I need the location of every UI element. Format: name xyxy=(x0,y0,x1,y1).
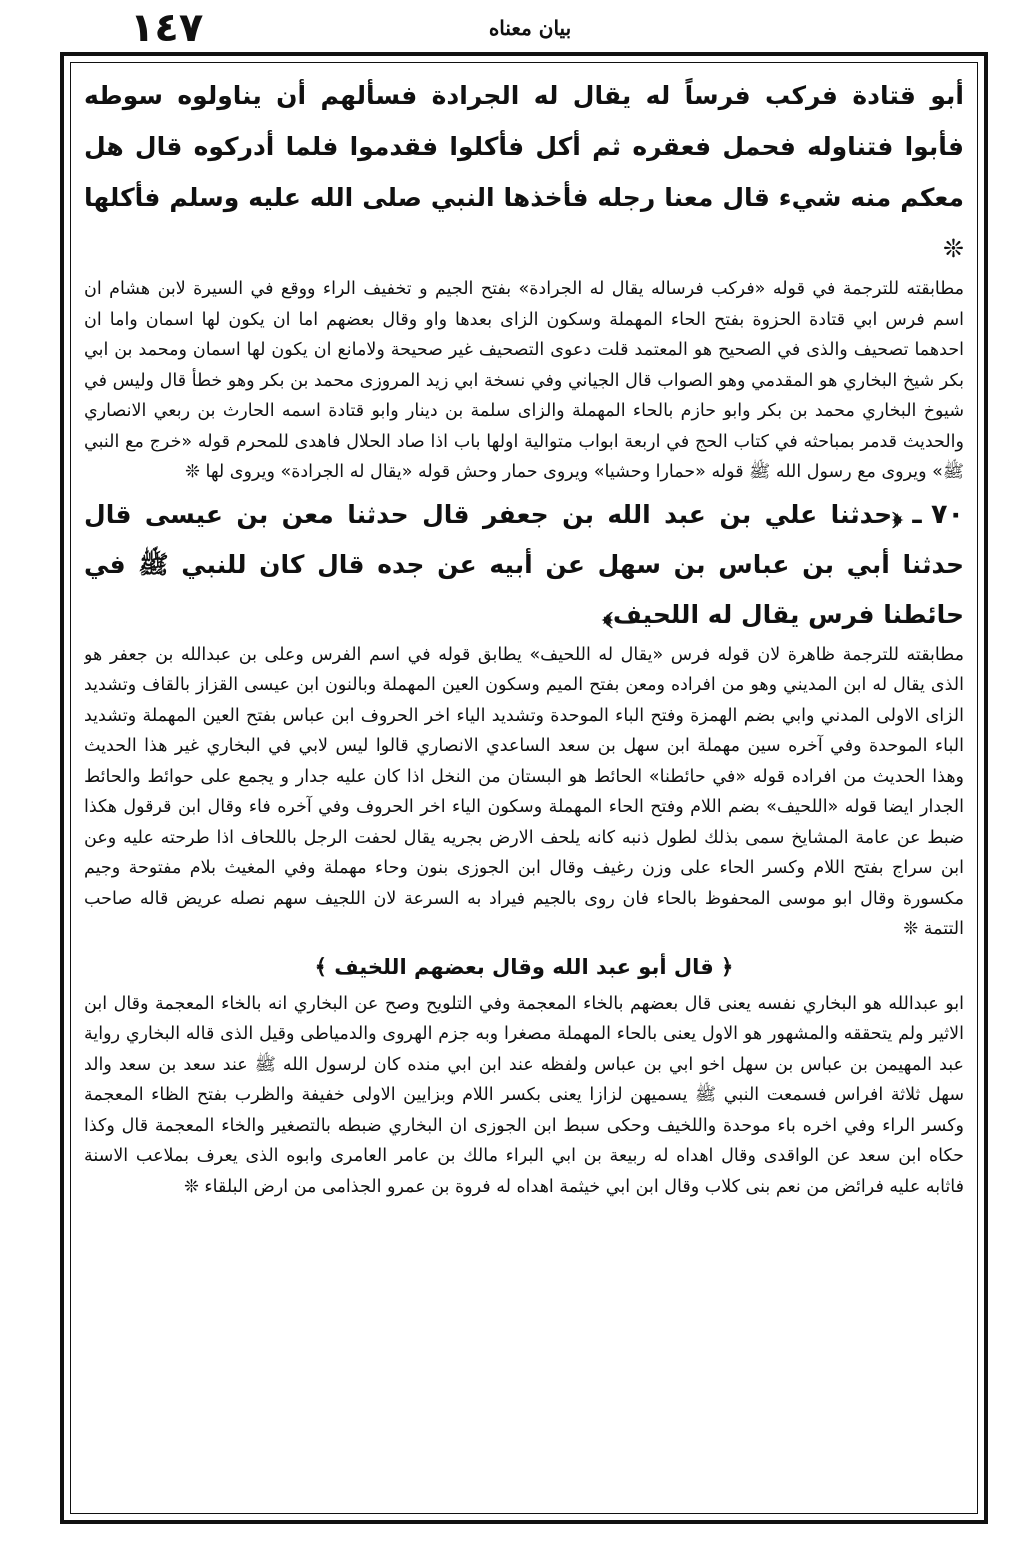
commentary-paragraph-3: ابو عبدالله هو البخاري نفسه يعنى قال بعضهم بالخاء المعجمة وفي التلويح وصح عن البخاري انه بالخاء المعجمة وقال ابن الاثير ولم يتحققه والمشهور هو الاول يعنى بالحاء المهملة مصغرا وبه جزم الهروى والدمياطى وقيل الذى قاله البخاري رواية عبد المهيمن بن عباس بن سهل اخو ابي بن عباس ولفظه عند ابن ابي منده كان لرسول الله ﷺ عند سعد بن سعد والد سهل ثلاثة افراس فسمعت النبي ﷺ يسميهن لزازا يعنى بكسر اللام وبزايين الاولى خفيفة والظرب بفتح الظاء المعجمة وكسر الراء وفي اخره باء موحدة واللخيف وحكى سبط ابن الجوزى ان البخاري ضبطه بالتصغير والخاء المعجمة قال وكذا حكاه ابن سعد عن الواقدى وقال اهداه له ربيعة بن ابي البراء مالك بن عامر العامرى وابوه الذى يعرف بملاعب الاسنة فاثابه عليه فرائض من نعم بنى كلاب وقال ابن ابي خيثمة اهداه له فروة بن عمرو الجذامى من ارض البلقاء ❊ xyxy=(84,993,964,1197)
page-number: ١٤٧ xyxy=(130,5,204,51)
commentary-paragraph-2: مطابقته للترجمة ظاهرة لان قوله فرس «يقال له اللحيف» يطابق قوله في اسم الفرس وعلى بن عبدالله بن جعفر هو الذى يقال له ابن المديني وهو من افراده ومعن بفتح الميم وسكون العين المهملة وبالنون ابن عيسى القزاز بالقاف وتشديد الزاى الاولى المدني وابي بضم الهمزة وفتح الباء الموحدة وتشديد الياء اخر الحروف ابن عباس بفتح العين المهملة وتشديد الباء الموحدة وفي آخره سين مهملة ابن سهل بن سعد الساعدي الانصاري قالوا ليس لابي في البخاري غير هذا الحديث وهذا الحديث من افراده قوله «في حائطنا» الحائط هو البستان من النخل اذا كان عليه جدار و يجمع على حوائط والحائط الجدار ايضا قوله «اللحيف» بضم اللام وفتح الحاء المهملة وسكون الياء اخر الحروف وفي آخره فاء وقال ابن قرقول هكذا ضبط عن عامة المشايخ سمى بذلك لطول ذنبه كانه يلحف الارض بجريه يقال لحفت الرجل باللحاف اذا طرحته عليه وعن ابن سراج بفتح اللام وكسر الحاء على وزن رغيف وقال ابن الجوزى بنون وحاء مهملة وفي المغيث بلام مفتوحة وجيم مكسورة وقال ابو موسى المحفوظ بالحاء فان روى بالجيم فيراد به السرعة لان اللجيف سهم نصله عريض قاله صاحب التتمة ❊ xyxy=(84,644,964,939)
isnad-text: ﴿حدثنا علي بن عبد الله بن جعفر قال حدثنا معن بن عيسى قال حدثنا أبي بن عباس بن سهل عن أبيه عن جده قال كان للنبي ﷺ في حائطنا فرس يقال له اللحيف﴾ xyxy=(84,499,964,629)
section-heading: ﴿ قال أبو عبد الله وقال بعضهم اللخيف ﴾ xyxy=(314,954,734,979)
commentary-paragraph-1: مطابقته للترجمة في قوله «فركب فرساله يقال له الجرادة» بفتح الجيم و تخفيف الراء ووقع في السيرة لابن هشام ان اسم فرس ابي قتادة الحزوة بفتح الحاء المهملة وسكون الزاى بعدها واو وقال بعضهم اما ان يكون لها اسمان واما ان احدهما تصحيف والذى في الصحيح هو المعتمد قلت دعوى التصحيف غير صحيحة ولامانع ان يكون لها اسمان ومحمد بن ابي بكر شيخ البخاري هو المقدمي وهو الصواب قال الجياني وفي نسخة ابي زيد المروزى محمد بن بكر وهو خطأ قال وليس في شيوخ البخاري محمد بن بكر وابو حازم بالحاء المهملة والزاى سلمة بن دينار وابو قتادة اسمه الحارث بن ربعي الانصاري والحديث قدمر بمباحثه في كتاب الحج في اربعة ابواب متوالية اولها باب اذا صاد الحلال فاهدى للمحرم قوله «خرج مع النبي ﷺ» ويروى مع رسول الله ﷺ قوله «حمارا وحشيا» ويروى حمار وحش قوله «يقال له الجرادة» ويروى لها ❊ xyxy=(84,279,964,482)
page-content xyxy=(84,70,964,1502)
hadith-number: ٧٠ ـ xyxy=(912,498,964,530)
running-title: بيان معناه xyxy=(488,16,572,40)
isnad-paragraph xyxy=(84,490,964,640)
hadith-text: أبو قتادة فركب فرساً له يقال له الجرادة فسألهم أن يناولوه سوطه فأبوا فتناوله فحمل فعقره ثم أكل فأكلوا فقدموا فلما أدركوه قال هل معكم منه شيء قال معنا رجله فأخذها النبي صلى الله عليه وسلم فأكلها ❊ xyxy=(84,81,964,263)
